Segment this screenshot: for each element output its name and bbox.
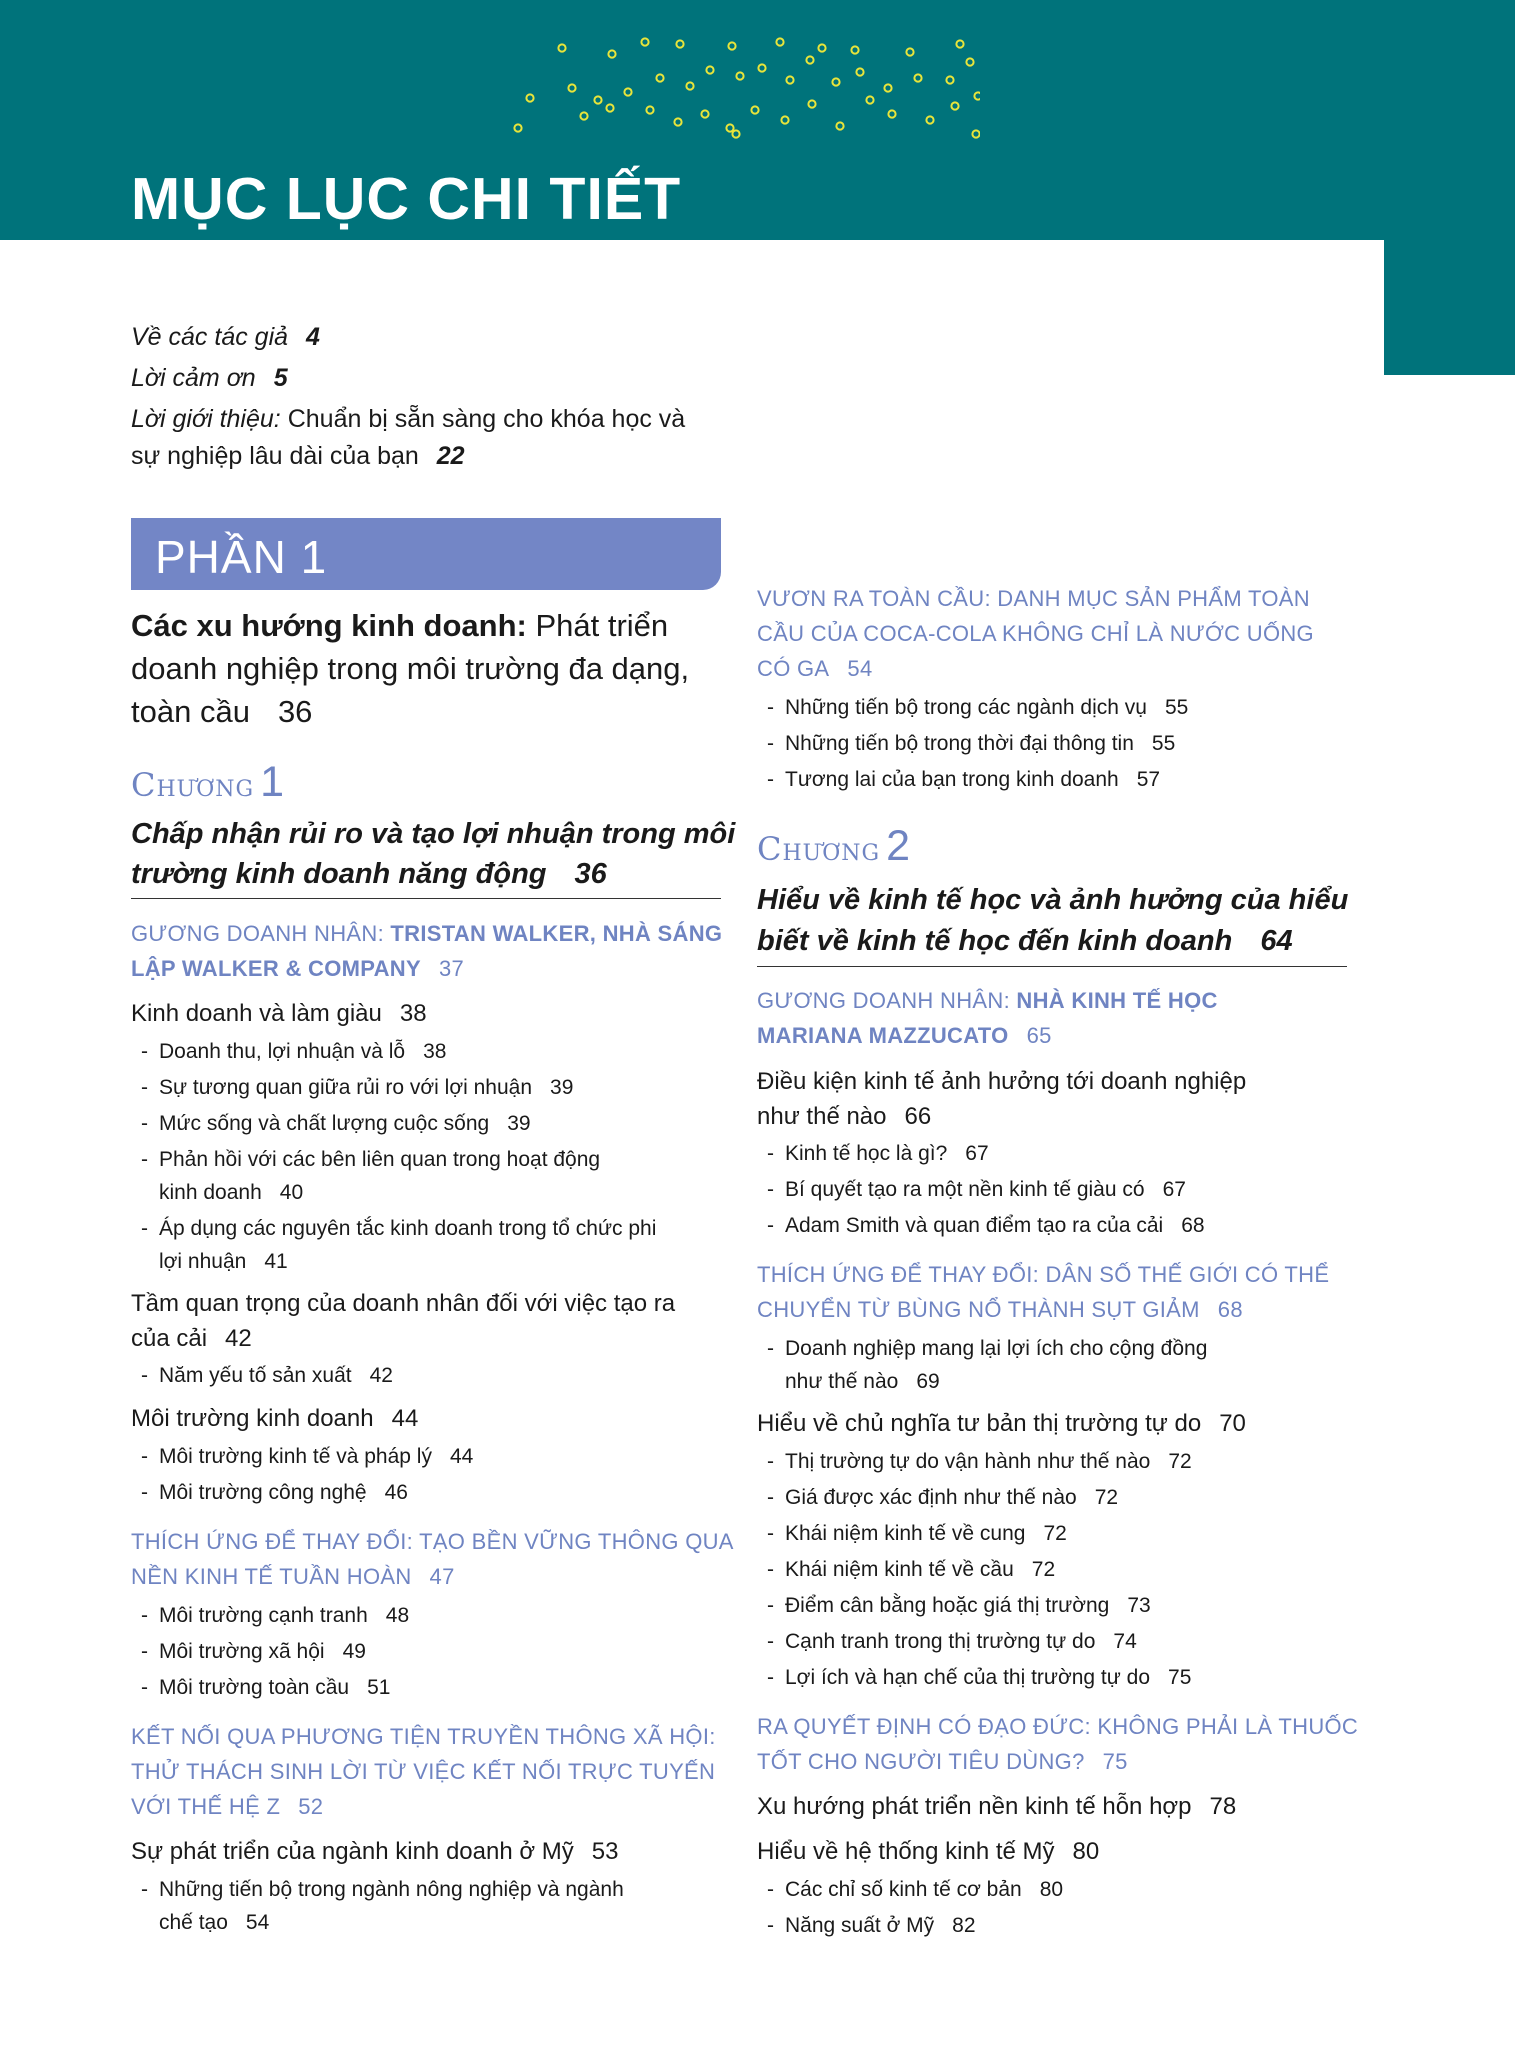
decorative-dot [514,124,521,131]
toc-subsection[interactable]: - Những tiến bộ trong các ngành dịch vụ 55 [767,696,1189,719]
toc-section-us-business-development[interactable]: Sự phát triển của ngành kinh doanh ở Mỹ 53 [131,1838,619,1865]
toc-subsection[interactable]: - Môi trường kinh tế và pháp lý 44 [141,1445,474,1468]
toc-subsection[interactable]: - Lợi ích và hạn chế của thị trường tự do 75 [767,1666,1192,1689]
chapter-1-title[interactable]: Chấp nhận rủi ro và tạo lợi nhuận trong môi [131,818,736,850]
toc-subsection[interactable]: - Bí quyết tạo ra một nền kinh tế giàu có 67 [767,1178,1186,1201]
chapter-1-label: Chương 1 [131,758,285,806]
toc-subsection[interactable]: - Môi trường xã hội 49 [141,1640,366,1663]
toc-subsection[interactable]: - Năng suất ở Mỹ 82 [767,1914,976,1937]
decorative-dot [686,82,693,89]
feature-social-media-line3: VỚI THẾ HỆ Z 52 [131,1794,324,1819]
decorative-dot [594,96,601,103]
decorative-dot [806,56,813,63]
toc-subsection[interactable]: - Giá được xác định như thế nào 72 [767,1486,1119,1509]
decorative-dot [786,76,793,83]
toc-section-continued: như thế nào 66 [757,1103,932,1130]
decorative-dot [851,46,858,53]
decorative-dot [951,102,958,109]
decorative-dot [818,44,825,51]
decorative-dot [856,68,863,75]
decorative-dot [974,92,980,99]
toc-subsection[interactable]: - Mức sống và chất lượng cuộc sống 39 [141,1112,531,1135]
feature-adapting-circular[interactable]: THÍCH ỨNG ĐỂ THAY ĐỔI: TẠO BỀN VỮNG THÔNG QUA [131,1529,734,1554]
feature-social-media[interactable]: KẾT NỐI QUA PHƯƠNG TIỆN TRUYỀN THÔNG XÃ HỘI: [131,1724,716,1749]
toc-subsection[interactable]: - Phản hồi với các bên liên quan trong hoạt động [141,1148,601,1171]
toc-subsection-continued: như thế nào 69 [785,1370,940,1393]
chapter-1-title-line2: trường kinh doanh năng động 36 [131,858,607,890]
feature-going-global-line2: CẦU CỦA COCA-COLA KHÔNG CHỈ LÀ NƯỚC UỐNG [757,621,1314,646]
toc-section-entrepreneur-importance[interactable]: Tầm quan trọng của doanh nhân đối với việc tạo ra [131,1290,676,1317]
decorative-dot [888,110,895,117]
part-banner [131,518,721,590]
toc-subsection[interactable]: - Môi trường công nghệ 46 [141,1481,408,1504]
feature-ethical-decisions-line2: TỐT CHO NGƯỜI TIÊU DÙNG? 75 [757,1749,1128,1774]
feature-adapting-population[interactable]: THÍCH ỨNG ĐỂ THAY ĐỔI: DÂN SỐ THẾ GIỚI CÓ THỂ [757,1262,1330,1287]
toc-entry-acknowledgements[interactable]: Lời cảm ơn 5 [131,364,288,392]
toc-section-us-economic-system[interactable]: Hiểu về hệ thống kinh tế Mỹ 80 [757,1838,1100,1865]
feature-entrepreneur-mazzucato[interactable]: GƯƠNG DOANH NHÂN: NHÀ KINH TẾ HỌC [757,988,1218,1013]
part-title[interactable]: Các xu hướng kinh doanh: Phát triển [131,608,669,643]
decorative-dot [606,104,613,111]
decorative-dot [884,84,891,91]
decorative-dot [624,88,631,95]
decorative-dot [646,106,653,113]
toc-subsection-continued: kinh doanh 40 [159,1181,304,1204]
toc-section-mixed-economy[interactable]: Xu hướng phát triển nền kinh tế hỗn hợp 78 [757,1793,1237,1820]
toc-section-continued: của cải 42 [131,1325,252,1352]
feature-social-media-line2: THỬ THÁCH SINH LỜI TỪ VIỆC KẾT NỐI TRỰC TUYẾN [131,1759,716,1784]
toc-subsection-continued: chế tạo 54 [159,1911,270,1934]
decorative-dot [926,116,933,123]
decorative-dot [866,96,873,103]
part-title-line2: doanh nghiệp trong môi trường đa dạng, [131,651,690,686]
toc-subsection[interactable]: - Cạnh tranh trong thị trường tự do 74 [767,1630,1137,1653]
decorative-dot [972,130,979,137]
decorative-dot [676,40,683,47]
toc-section-free-market[interactable]: Hiểu về chủ nghĩa tư bản thị trường tự do 70 [757,1410,1246,1437]
toc-subsection[interactable]: - Áp dụng các nguyên tắc kinh doanh trong tổ chức phi [141,1217,657,1240]
feature-entrepreneur-walker-line2: LẬP WALKER & COMPANY 37 [131,956,465,981]
feature-entrepreneur-mazzucato-line2: MARIANA MAZZUCATO 65 [757,1023,1052,1048]
decorative-dot [906,48,913,55]
toc-subsection[interactable]: - Thị trường tự do vận hành như thế nào 72 [767,1450,1192,1473]
decorative-dot [836,122,843,129]
toc-section-economic-conditions[interactable]: Điều kiện kinh tế ảnh hưởng tới doanh nghiệp [757,1068,1247,1095]
decorative-dot [608,50,615,57]
toc-subsection[interactable]: - Kinh tế học là gì? 67 [767,1142,989,1165]
toc-subsection[interactable]: - Adam Smith và quan điểm tạo ra của cải 68 [767,1214,1205,1237]
decorative-dot [776,38,783,45]
toc-section-business-wealth[interactable]: Kinh doanh và làm giàu 38 [131,1000,427,1027]
feature-adapting-circular-line2: NỀN KINH TẾ TUẦN HOÀN 47 [131,1564,455,1589]
decorative-dot [966,58,973,65]
toc-subsection[interactable]: - Các chỉ số kinh tế cơ bản 80 [767,1878,1064,1901]
decorative-dot [674,118,681,125]
decorative-dot [751,106,758,113]
toc-subsection[interactable]: - Môi trường cạnh tranh 48 [141,1604,410,1627]
part-title-line3: toàn cầu 36 [131,694,313,729]
feature-ethical-decisions[interactable]: RA QUYẾT ĐỊNH CÓ ĐẠO ĐỨC: KHÔNG PHẢI LÀ THUỐC [757,1714,1359,1739]
toc-entry-introduction-line2: sự nghiệp lâu dài của bạn 22 [131,442,465,470]
toc-subsection[interactable]: - Khái niệm kinh tế về cầu 72 [767,1558,1056,1581]
feature-going-global-coca-cola[interactable]: VƯƠN RA TOÀN CẦU: DANH MỤC SẢN PHẨM TOÀN [757,586,1310,611]
decorative-dot [914,74,921,81]
decorative-dot [641,38,648,45]
decorative-dot [732,130,739,137]
toc-section-business-environment[interactable]: Môi trường kinh doanh 44 [131,1405,419,1432]
feature-going-global-line3: CÓ GA 54 [757,656,873,681]
decorative-dot [701,110,708,117]
chapter-2-title-line2: biết về kinh tế học đến kinh doanh 64 [757,925,1293,957]
chapter-1-rule [131,898,721,899]
toc-subsection[interactable]: - Những tiến bộ trong ngành nông nghiệp và ngành [141,1878,624,1901]
decorative-dot [568,84,575,91]
chapter-2-title[interactable]: Hiểu về kinh tế học và ảnh hưởng của hiểu [757,884,1349,916]
toc-subsection-continued: lợi nhuận 41 [159,1250,288,1273]
decorative-dot [758,64,765,71]
decorative-dot [580,112,587,119]
decorative-dot [526,94,533,101]
decorative-dot [558,44,565,51]
decorative-dot [956,40,963,47]
decorative-dot [728,42,735,49]
chapter-2-rule [757,966,1347,967]
toc-subsection[interactable]: - Năm yếu tố sản xuất 42 [141,1364,393,1387]
chapter-2-label: Chương 2 [757,822,911,870]
decorative-dot [832,78,839,85]
toc-subsection[interactable]: - Sự tương quan giữa rủi ro với lợi nhuận 39 [141,1076,574,1099]
toc-subsection[interactable]: - Doanh thu, lợi nhuận và lỗ 38 [141,1040,447,1063]
toc-subsection[interactable]: - Môi trường toàn cầu 51 [141,1676,391,1699]
decorative-dot [656,74,663,81]
toc-subsection[interactable]: - Doanh nghiệp mang lại lợi ích cho cộng đồng [767,1337,1208,1360]
page-title: MỤC LỤC CHI TIẾT [131,166,682,232]
decorative-dot [946,76,953,83]
decorative-dot [808,100,815,107]
toc-subsection[interactable]: - Điểm cân bằng hoặc giá thị trường 73 [767,1594,1151,1617]
toc-subsection[interactable]: - Những tiến bộ trong thời đại thông tin 55 [767,732,1176,755]
decorative-dot [736,72,743,79]
toc-subsection[interactable]: - Khái niệm kinh tế về cung 72 [767,1522,1067,1545]
toc-entry-introduction[interactable]: Lời giới thiệu: Chuẩn bị sẵn sàng cho khóa học và [131,405,686,433]
toc-subsection[interactable]: - Tương lai của bạn trong kinh doanh 57 [767,768,1161,791]
part-label: PHẦN 1 [155,531,328,583]
decorative-dot [726,124,733,131]
decorative-dots [500,30,980,140]
toc-entry-about-authors[interactable]: Về các tác giả 4 [131,323,320,351]
feature-entrepreneur-walker[interactable]: GƯƠNG DOANH NHÂN: TRISTAN WALKER, NHÀ SÁNG [131,921,723,946]
feature-adapting-population-line2: CHUYỂN TỪ BÙNG NỔ THÀNH SỤT GIẢM 68 [757,1297,1243,1322]
side-tab [1384,240,1515,375]
decorative-dot [781,116,788,123]
decorative-dot [706,66,713,73]
